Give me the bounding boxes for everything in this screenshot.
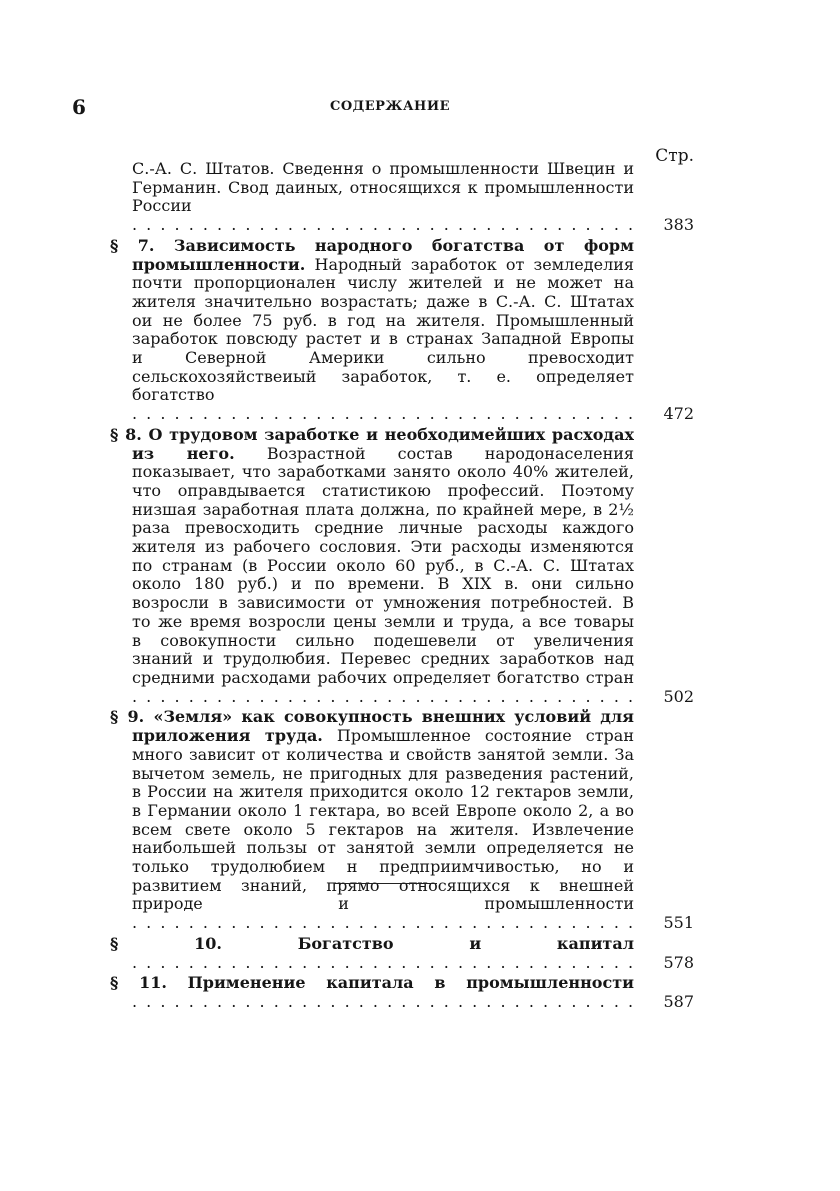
section-title: «Земля» как совокупность внешних условий для приложения труда. [132,708,634,746]
toc-entry [110,426,694,707]
toc-entry-page: 551 [663,913,694,933]
section-number: § 9. [110,708,145,727]
section-title: Богатство и капитал [297,934,634,953]
section-number: § 7. [110,236,155,255]
toc-entry-text: С.-А. С. Штатов. Сведення о промышленности Швецин и Германин. Свод даиных, относящихся к промышленности России [132,160,634,216]
section-title: Применение капитала в промышленности [187,974,634,993]
toc-entry-text: Промышленное состояние стран много зависит от количества и свойств занятой земли. За вычетом земель, не пригодных для разведения растений, в России на жителя приходится около 12 гектаров земли, в Германии около 1 гектара, во всей Европе около 2, а во всем свете около 5 гектаров на жителя. Извлечение наибольшей пользы от занятой земли определяется не только трудолюбием н предприимчивостью, но и развитием знаний, прямо относящихся к внешней природе и промышленности [132,726,634,914]
toc-entry [110,708,694,932]
toc-entry [110,160,694,235]
section-title: Зависимость народного богатства от форм промышленности. [132,236,634,274]
toc-entry [110,237,694,424]
section-number: § 11. [110,974,167,993]
closing-rule [335,883,437,884]
section-number: § 10. [110,934,222,953]
toc-entry-page: 383 [663,215,694,235]
toc-entry-text: Возрастной состав народонаселения показывает, что заработками занято около 40% жителей, что оправдывается статистикою профессий. Поэтому низшая заработная плата должна, по крайней мере, в 2½ раза превосходить средние личные расходы каждого жителя из рабочего сословия. Эти расходы изменяются по странам (в России около 60 руб., в С.-А. С. Штатах около 180 руб.) и по времени. В XIX в. они сильно возросли в зависимости от умножения потребностей. В то же время возросли цены земли и труда, а все товары в совокупности сильно подешевели от увеличения знаний и трудолюбия. Перевес средних заработков над средними расходами рабочих определяет богатство стран [132,443,634,687]
toc-entry-page: 472 [663,404,694,424]
toc-entry [110,974,694,1011]
toc-entry-page: 578 [663,952,694,972]
toc-entry-page: 587 [663,991,694,1011]
section-number: § 8. [110,425,142,444]
page-number: 6 [72,95,86,119]
running-title: СОДЕРЖАНИЕ [330,99,451,114]
section-title: О трудовом заработке и необходимейших расходах из него. [132,425,634,463]
page-column-label: Стр. [655,146,694,166]
toc-entry [110,935,694,972]
toc-entry-page: 502 [663,686,694,706]
toc-entry-text: Народный заработок от земледелия почти пропорционален числу жителей и не может на жителя значительно возрастать; даже в С.-А. С. Штатах ои не более 75 руб. в год на жителя. Промышленный заработок повсюду растет и в странах Западной Европы и Северной Америки сильно превосходит сельскохозяйствеиый заработок, т. е. определяет богатство [132,254,634,405]
table-of-contents [110,160,694,1014]
